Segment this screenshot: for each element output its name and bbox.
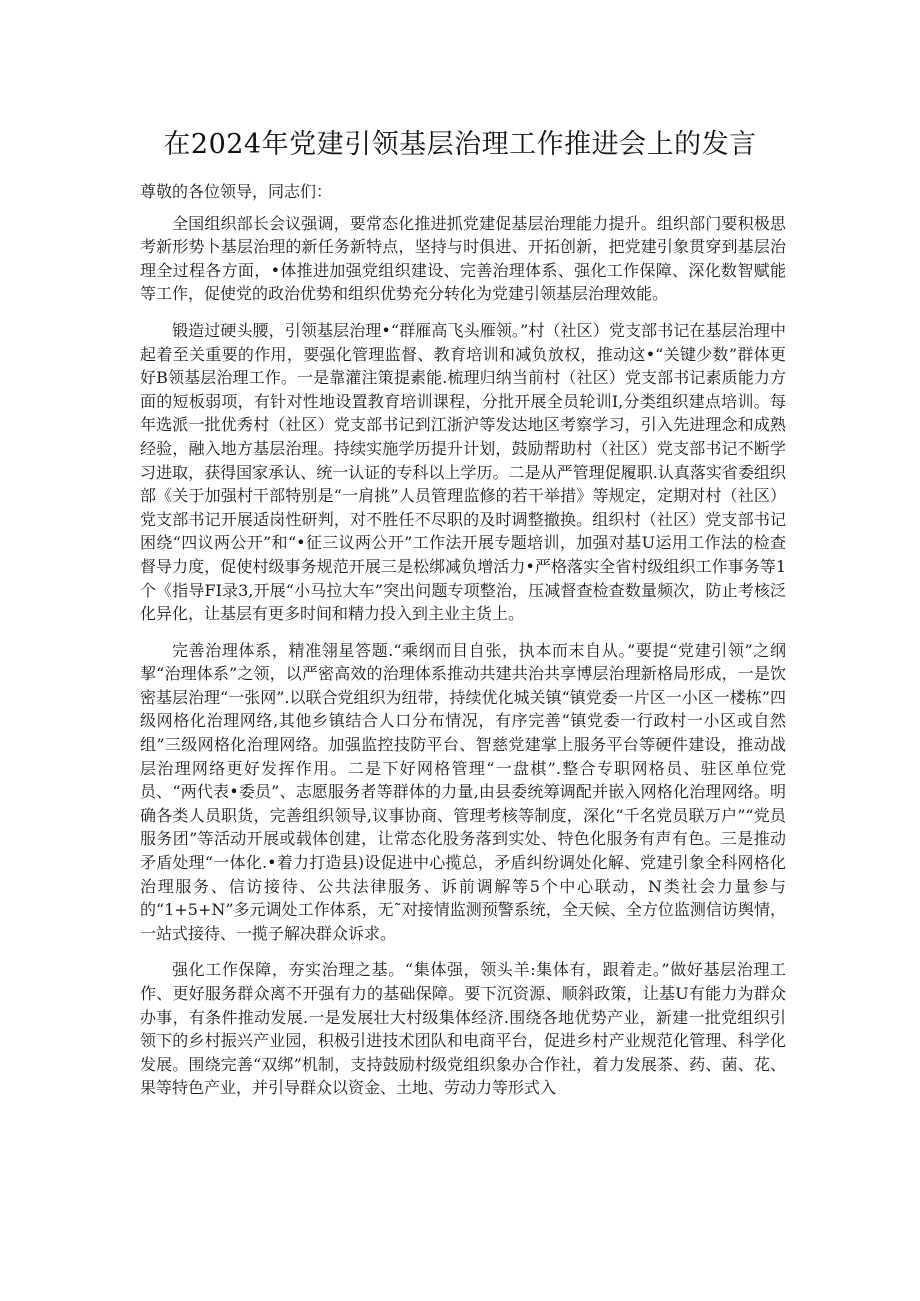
document-body [140,180,786,1113]
salutation: 尊敬的各位领导，同志们： [140,182,333,201]
paragraph-2: 锻造过硬头腰，引领基层治理•“群雁高飞头雁领。”村（社区）党支部书记在基层治理中起着至关重要的作用，要强化管理监督、教育培训和减负放权，推动这•“关键少数”群体更好B领基层治理工作。一是靠灌注策提素能.梳理归纳当前村（社区）党支部书记素质能力方面的短板弱项，有针对性地设置教育培训课程，分批开展全员轮训I,分类组织建点培训。每年选派一批优秀村（社区）党支部书记到江浙沪等发达地区考察学习，引入先进理念和成熟经验，融入地方基层治理。持续实施学历提升计划，鼓励帮助村（社区）党支部书记不断学习进取，获得国家承认、统一认证的专科以上学历。二是从严管理促履职.认真落实省委组织部《关于加强村干部特别是“一肩挑”人员管理监修的若干举措》等规定，定期对村（社区）党支部书记开展适岗性研判，对不胜任不尽职的及时调整撤换。组织村（社区）党支部书记困绕“四议两公开”和“•征三议两公开”工作法开展专题培训，加强对基U运用工作法的检查督导力度，促使村级事务规范开展三是松绑减负增活力•严格落实全省村级组织工作事务等1个《指导FI录3,开展“小马拉大车”突出问题专项整治，压减督查检查数量频次，防止考核泛化异化，让基层有更多时间和精力投入到主业主货上。 [140,320,786,624]
paragraph-1: 全国组织部长会议强调，要常态化推进抓党建促基层治理能力提升。组织部门要积极思考新形势卜基层治理的新任务新特点，坚持与时俱进、开拓创新，把党建引象贯穿到基层治理全过程各方面，•体推进加强党组织建设、完善治理体系、强化工作保障、深化数智赋能等工作，促使党的政治优势和组织优势充分转化为党建引领基层治理效能。 [140,213,786,304]
page-title: 在2024年党建引领基层治理工作推进会上的发言 [163,129,757,160]
paragraph-4: 强化工作保障，夯实治理之基。“集体强，领头羊:集体有，跟着走。”做好基层治理工作、更好服务群众离不开强有力的基础保障。要下沉资源、顺斜政策，让基U有能力为群众办事，有条件推动发展.一是发展壮大村级集体经济.围绕各地优势产业，新建一批党组织引领下的乡村振兴产业园，积极引进技术团队和电商平台，促进乡村产业规范化管理、科学化发展。围绕完善“双绑”机制，支持鼓励村级党组织象办合作社，着力发展茶、药、菌、花、果等特色产业，并引导群众以资金、土地、劳动力等形式入 [140,960,786,1098]
paragraph-3: 完善治理体系，精准翎星答题.“乘纲而目自张，执本而末自从。”要提“党建引领”之纲挈“治理体系”之领，以严密高效的治理体系推动共建共治共享博层治理新格局形成，一是饮密基层治理“一张网”.以联合党组织为纽带，持续优化城关镇“镇党委一片区一小区一楼栋”四级网格化治理网络,其他乡镇结合人口分布情况，有序完善“镇党委一行政村一小区或自然组”三级网格化治理网络。加强监控技防平台、智慈党建掌上服务平台等硬件建设，推动战层治理网络更好发挥作用。二是下好网格管理“一盘棋”.整合专职网格员、驻区单位党员、“两代表•委员”、志愿服务者等群体的力量,由县委统筹调配并嵌入网格化治理网络。明确各类人员职货，完善组织领导,议事协商、管理考核等制度，深化“千名党员联万户”“党员服务团”等活动开展或载体创建，让常态化股务落到实处、特色化服务有声有色。三是推动矛盾处理“一体化.•着力打造县)设促进中心揽总，矛盾纠纷调处化解、党建引象全科网格化治理服务、信访接待、公共法律服务、诉前调解等5个中心联动，N类社会力量参与的“1+5+N”多元调处工作体系，无˜对接情监测预警系统，全天候、全方位监测信访舆情，一站式接待、一揽子解决群众诉求。 [140,640,786,943]
